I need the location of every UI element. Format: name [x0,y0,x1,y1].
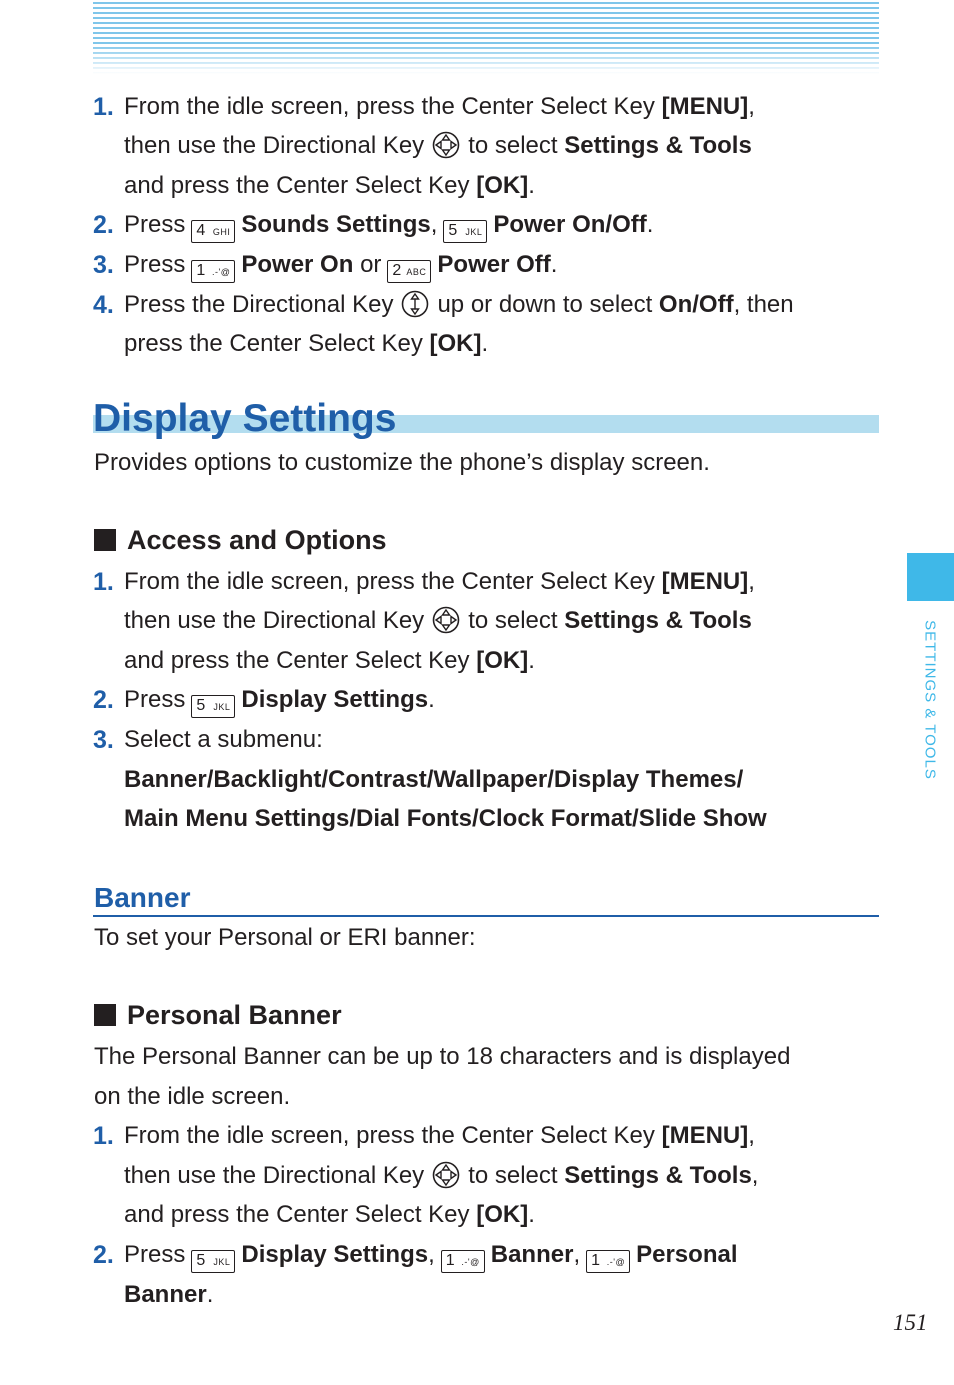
step-number: 2. [93,211,114,239]
keypad-5-icon: 5 JKL [191,1250,235,1273]
step-line: Select a submenu: [124,726,323,753]
submenu-list-line: Main Menu Settings/Dial Fonts/Clock Format/Slide Show [124,805,767,832]
square-bullet-icon [94,1004,116,1026]
header-band [93,2,879,74]
step-line: Press 1 .-'@ Power On or 2 ABC Power Off. [124,245,557,285]
step-number: 3. [93,726,114,754]
step-line: Press 5 JKL Display Settings. [124,680,435,720]
step-line: Press the Directional Key up or down to select On/Off, then [124,291,794,318]
up-down-key-icon [401,290,429,318]
banner-rule [93,915,879,917]
step-number: 2. [93,686,114,714]
banner-heading: Banner [94,882,191,913]
access-options-heading: Access and Options [94,520,387,560]
section-title: Display Settings [93,397,397,440]
step-line: Banner. [124,1281,214,1308]
step-line: Press 4 GHI Sounds Settings, 5 JKL Power On/Off. [124,205,653,245]
step-number: 2. [93,1241,114,1269]
directional-key-icon [432,1161,460,1189]
directional-key-icon [432,131,460,159]
square-bullet-icon [94,529,116,551]
step-line: From the idle screen, press the Center Select Key [MENU], [124,93,755,120]
step-number: 1. [93,93,114,121]
personal-description: The Personal Banner can be up to 18 characters and is displayed [94,1043,791,1070]
keypad-4-icon: 4 GHI [191,220,235,243]
step-line: and press the Center Select Key [OK]. [124,172,535,199]
section-description: Provides options to customize the phone’s display screen. [94,449,710,476]
step-line: press the Center Select Key [OK]. [124,330,489,357]
step-number: 1. [93,568,114,596]
step-line: and press the Center Select Key [OK]. [124,1201,535,1228]
step-line: Press 5 JKL Display Settings, 1 .-'@ Banner, 1 .-'@ Personal [124,1235,738,1275]
directional-key-icon [432,606,460,634]
submenu-list-line: Banner/Backlight/Contrast/Wallpaper/Display Themes/ [124,766,744,793]
step-line: From the idle screen, press the Center Select Key [MENU], [124,568,755,595]
keypad-1-icon: 1 .-'@ [191,260,235,283]
step-number: 3. [93,251,114,279]
page-number: 151 [893,1310,928,1335]
step-line: and press the Center Select Key [OK]. [124,647,535,674]
keypad-2-icon: 2 ABC [387,260,431,283]
step-line: then use the Directional Key to select Settings & Tools [124,132,752,159]
banner-text: To set your Personal or ERI banner: [94,924,476,951]
step-number: 4. [93,291,114,319]
step-line: From the idle screen, press the Center Select Key [MENU], [124,1122,755,1149]
personal-description: on the idle screen. [94,1083,291,1110]
side-tab-label: SETTINGS & TOOLS [921,620,939,780]
step-number: 1. [93,1122,114,1150]
personal-banner-heading: Personal Banner [94,995,342,1035]
side-tab-marker [907,553,954,601]
keypad-5-icon: 5 JKL [443,220,487,243]
keypad-1-icon: 1 .-'@ [586,1250,630,1273]
step-line: then use the Directional Key to select Settings & Tools [124,607,752,634]
step-line: then use the Directional Key to select Settings & Tools, [124,1162,759,1189]
keypad-5-icon: 5 JKL [191,695,235,718]
keypad-1-icon: 1 .-'@ [441,1250,485,1273]
